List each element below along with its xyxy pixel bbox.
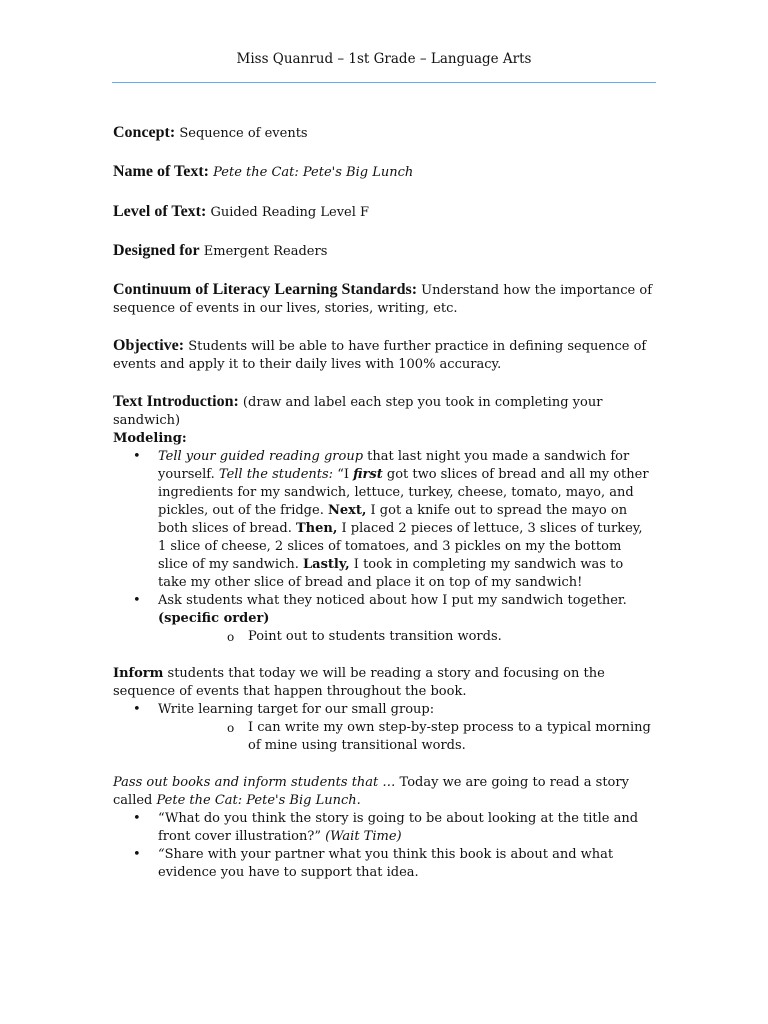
modeling-item-ask bbox=[113, 592, 653, 646]
modeling-subitem: o Point out to students transition words. bbox=[158, 628, 653, 646]
name-of-text-value: Pete the Cat: Pete's Big Lunch bbox=[208, 165, 414, 180]
text-introduction-label: Text Introduction: bbox=[113, 393, 239, 410]
pass-out-list bbox=[113, 810, 653, 882]
text-span: got two slices of bread and all my other ingredients for my sandwich, lettuce, turkey, cheese, tomato, mayo, and pickles, out of the fridge. bbox=[158, 467, 649, 518]
text-span: Share with your partner what you think this book is about and what evidence you have to support that idea. bbox=[158, 847, 614, 880]
level-of-text-label: Level of Text: bbox=[113, 203, 207, 220]
text-span: “ bbox=[158, 847, 165, 862]
level-of-text-line bbox=[113, 203, 653, 222]
page-header: Miss Quanrud – 1st Grade – Language Arts bbox=[236, 51, 532, 67]
lesson-plan-body bbox=[113, 124, 653, 882]
inform-item bbox=[113, 701, 653, 755]
text-introduction-paragraph bbox=[113, 393, 653, 430]
inform-list bbox=[113, 701, 653, 755]
modeling-sublist bbox=[158, 628, 653, 646]
book-title: Pete the Cat: Pete's Big Lunch. bbox=[156, 793, 361, 808]
objective-label: Objective: bbox=[113, 337, 185, 354]
text-span: that last night you made a sandwich for yourself. bbox=[158, 449, 630, 482]
objective-paragraph bbox=[113, 337, 653, 374]
transition-word-lastly: Lastly, bbox=[303, 557, 350, 572]
pass-out-italic: Pass out books and inform students that … bbox=[113, 775, 396, 790]
continuum-label: Continuum of Literacy Learning Standards: bbox=[113, 281, 418, 298]
text-span: I took in completing my sandwich was to take my other slice of bread and place it on top of my sandwich! bbox=[158, 557, 624, 590]
designed-for-label: Designed for bbox=[113, 242, 200, 259]
designed-for-line bbox=[113, 242, 653, 261]
modeling-item-sandwich bbox=[113, 448, 653, 592]
text-span: I placed 2 pieces of lettuce, 3 slices of turkey, 1 slice of cheese, 2 slices of tomatoes, and 3 pickles on my the bottom slice of my sandwich. bbox=[158, 521, 643, 572]
pass-out-paragraph bbox=[113, 774, 653, 810]
text-span: Write learning target for our small group: bbox=[158, 702, 435, 717]
transition-word-first: first bbox=[353, 467, 383, 482]
text-span: I got a knife out to spread the mayo on both slices of bread. bbox=[158, 503, 628, 536]
inform-sublist bbox=[158, 719, 653, 755]
level-of-text-value: Guided Reading Level F bbox=[206, 205, 370, 220]
transition-word-then: Then, bbox=[295, 521, 338, 536]
text-span: “I bbox=[333, 467, 354, 482]
continuum-value: Understand how the importance of sequence of events in our lives, stories, writing, etc. bbox=[113, 283, 653, 316]
designed-for-value: Emergent Readers bbox=[199, 244, 328, 259]
modeling-list bbox=[113, 448, 653, 646]
name-of-text-label: Name of Text: bbox=[113, 163, 209, 180]
learning-target: o I can write my own step-by-step process to a typical morning of mine using transitional words. bbox=[158, 719, 653, 755]
transition-word-next: Next, bbox=[327, 503, 367, 518]
inform-bold: Inform bbox=[113, 666, 164, 681]
continuum-paragraph bbox=[113, 281, 653, 318]
name-of-text-line bbox=[113, 163, 653, 182]
wait-time-note: (Wait Time) bbox=[325, 829, 402, 844]
pass-out-question-2 bbox=[113, 846, 653, 882]
objective-value: Students will be able to have further practice in defining sequence of events and apply it to their daily lives with 100% accuracy. bbox=[113, 339, 647, 372]
concept-value: Sequence of events bbox=[175, 126, 308, 141]
header-divider bbox=[112, 82, 656, 83]
concept-label: Concept: bbox=[113, 124, 176, 141]
text-span: “What do you think the story is going to be about looking at the title and front cover illustration?” bbox=[158, 811, 639, 844]
text-span: students that today we will be reading a story and focusing on the sequence of events that happen throughout the book. bbox=[113, 666, 605, 699]
modeling-instruction-2: Tell the students: bbox=[218, 467, 334, 482]
text-introduction-value: (draw and label each step you took in completing your sandwich) bbox=[113, 395, 603, 428]
modeling-heading: Modeling: bbox=[113, 431, 187, 446]
text-span: Ask students what they noticed about how I put my sandwich together. bbox=[158, 593, 627, 608]
inform-paragraph bbox=[113, 665, 653, 701]
specific-order-note: (specific order) bbox=[158, 611, 270, 626]
pass-out-question-1 bbox=[113, 810, 653, 846]
concept-line bbox=[113, 124, 653, 143]
modeling-instruction-1: Tell your guided reading group bbox=[158, 449, 364, 464]
text-span: Today we are going to read a story called bbox=[113, 775, 629, 808]
